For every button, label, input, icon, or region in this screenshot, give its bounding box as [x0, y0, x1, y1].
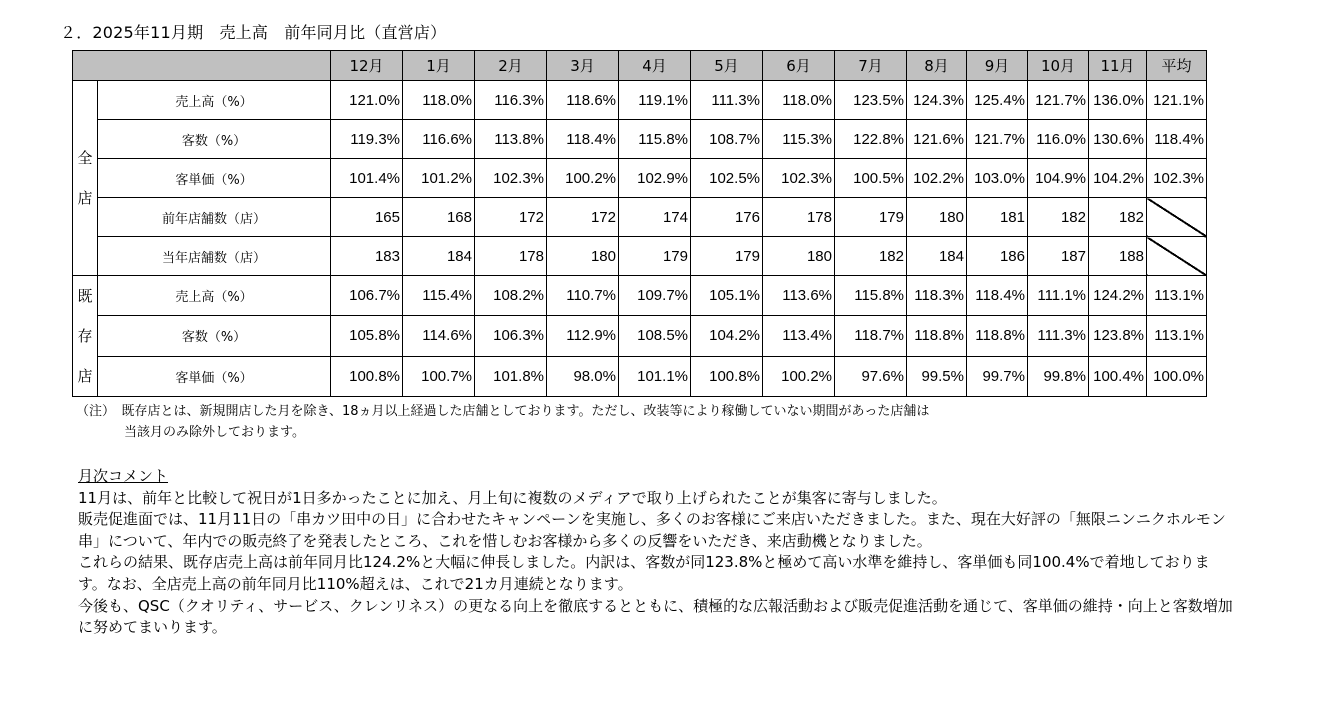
value-cell: 116.3%: [475, 81, 547, 120]
value-cell: 183: [331, 237, 403, 276]
value-cell: 110.7%: [547, 276, 619, 316]
value-cell: 100.5%: [835, 159, 907, 198]
value-cell: 118.7%: [835, 316, 907, 356]
value-cell: 99.8%: [1028, 356, 1089, 396]
month-header: 4月: [619, 51, 691, 81]
value-cell: 102.5%: [691, 159, 763, 198]
value-cell: 114.6%: [403, 316, 475, 356]
value-cell: 108.5%: [619, 316, 691, 356]
month-header: 6月: [763, 51, 835, 81]
page-title: ２．2025年11月期 売上高 前年同月比（直営店）: [60, 23, 447, 42]
value-cell: 121.6%: [907, 120, 967, 159]
value-cell: 130.6%: [1089, 120, 1147, 159]
value-cell: 106.7%: [331, 276, 403, 316]
value-cell: 108.7%: [691, 120, 763, 159]
header-corner-cell: [73, 51, 331, 81]
footnote-line-1: （注） 既存店とは、新規開店した月を除き、18ヵ月以上経過した店舗としております。ただし、改装等により稼働していない期間があった店舗は: [76, 404, 930, 419]
empty-slash-cell: [1147, 237, 1207, 276]
value-cell: 124.2%: [1089, 276, 1147, 316]
value-cell: 125.4%: [967, 81, 1028, 120]
value-cell: 121.7%: [967, 120, 1028, 159]
value-cell: 101.8%: [475, 356, 547, 396]
table-header-row: [73, 51, 1207, 81]
comment-paragraph: 11月は、前年と比較して祝日が1日多かったことに加え、月上旬に複数のメディアで取り上げられたことが集客に寄与しました。: [78, 488, 947, 507]
value-cell: 102.3%: [1147, 159, 1207, 198]
value-cell: 182: [835, 237, 907, 276]
month-header: 11月: [1089, 51, 1147, 81]
value-cell: 124.3%: [907, 81, 967, 120]
value-cell: 122.8%: [835, 120, 907, 159]
value-cell: 179: [835, 198, 907, 237]
value-cell: 188: [1089, 237, 1147, 276]
comment-heading: 月次コメント: [78, 467, 169, 485]
value-cell: 106.3%: [475, 316, 547, 356]
row-label: 当年店舗数（店）: [98, 237, 331, 276]
month-header: 3月: [547, 51, 619, 81]
value-cell: 100.0%: [1147, 356, 1207, 396]
month-header: 5月: [691, 51, 763, 81]
value-cell: 115.8%: [835, 276, 907, 316]
value-cell: 113.6%: [763, 276, 835, 316]
value-cell: 112.9%: [547, 316, 619, 356]
value-cell: 119.3%: [331, 120, 403, 159]
table-row: [73, 316, 1207, 356]
value-cell: 102.9%: [619, 159, 691, 198]
month-header: 1月: [403, 51, 475, 81]
value-cell: 178: [763, 198, 835, 237]
value-cell: 118.4%: [967, 276, 1028, 316]
month-header: 平均: [1147, 51, 1207, 81]
value-cell: 100.8%: [691, 356, 763, 396]
footnote-line-2: 当該月のみ除外しております。: [124, 425, 305, 440]
value-cell: 118.4%: [547, 120, 619, 159]
sales-yoy-table: [72, 50, 1207, 397]
month-header: 7月: [835, 51, 907, 81]
row-group-label: [73, 81, 98, 276]
row-group-char: 全: [77, 149, 93, 167]
value-cell: 179: [691, 237, 763, 276]
value-cell: 182: [1089, 198, 1147, 237]
row-label: 客単価（%）: [98, 356, 331, 396]
comment-paragraph: これらの結果、既存店売上高は前年同月比124.2%と大幅に伸長しました。内訳は、客数が同123.8%と極めて高い水準を維持し、客単価も同100.4%で着地しております。なお、全店売上高の前年同月比110%超えは、これで21カ月連続となります。: [78, 553, 1210, 593]
value-cell: 118.8%: [907, 316, 967, 356]
value-cell: 102.3%: [763, 159, 835, 198]
value-cell: 179: [619, 237, 691, 276]
value-cell: 100.2%: [763, 356, 835, 396]
value-cell: 100.7%: [403, 356, 475, 396]
value-cell: 116.6%: [403, 120, 475, 159]
value-cell: 99.5%: [907, 356, 967, 396]
row-group-char: 店: [77, 367, 93, 385]
row-group-label: [73, 276, 98, 397]
value-cell: 115.8%: [619, 120, 691, 159]
value-cell: 121.0%: [331, 81, 403, 120]
value-cell: 121.1%: [1147, 81, 1207, 120]
value-cell: 118.0%: [763, 81, 835, 120]
value-cell: 181: [967, 198, 1028, 237]
value-cell: 111.3%: [691, 81, 763, 120]
value-cell: 165: [331, 198, 403, 237]
value-cell: 104.2%: [691, 316, 763, 356]
row-label: 売上高（%）: [98, 81, 331, 120]
footnote: [76, 401, 929, 443]
month-header: 2月: [475, 51, 547, 81]
value-cell: 118.0%: [403, 81, 475, 120]
row-label: 前年店舗数（店）: [98, 198, 331, 237]
value-cell: 136.0%: [1089, 81, 1147, 120]
row-label: 客数（%）: [98, 120, 331, 159]
value-cell: 123.5%: [835, 81, 907, 120]
value-cell: 178: [475, 237, 547, 276]
value-cell: 101.4%: [331, 159, 403, 198]
value-cell: 184: [403, 237, 475, 276]
comment-paragraph: 販売促進面では、11月11日の「串カツ田中の日」に合わせたキャンペーンを実施し、多くのお客様にご来店いただきました。また、現在大好評の「無限ニンニクホルモン串」について、年内での販売終了を発表したところ、これを惜しむお客様から多くの反響をいただき、来店動機となりました。: [78, 510, 1226, 550]
row-label: 客数（%）: [98, 316, 331, 356]
value-cell: 111.1%: [1028, 276, 1089, 316]
month-header: 12月: [331, 51, 403, 81]
value-cell: 176: [691, 198, 763, 237]
value-cell: 102.3%: [475, 159, 547, 198]
value-cell: 101.1%: [619, 356, 691, 396]
value-cell: 105.8%: [331, 316, 403, 356]
value-cell: 115.3%: [763, 120, 835, 159]
comment-paragraph: 今後も、QSC（クオリティ、サービス、クレンリネス）の更なる向上を徹底するとともに、積極的な広報活動および販売促進活動を通じて、客単価の維持・向上と客数増加に努めてまいります。: [78, 596, 1233, 637]
value-cell: 104.2%: [1089, 159, 1147, 198]
value-cell: 180: [547, 237, 619, 276]
value-cell: 113.1%: [1147, 316, 1207, 356]
table-row: [73, 356, 1207, 396]
value-cell: 105.1%: [691, 276, 763, 316]
monthly-comment: [78, 466, 1238, 639]
table-row: [73, 276, 1207, 316]
value-cell: 109.7%: [619, 276, 691, 316]
value-cell: 187: [1028, 237, 1089, 276]
table-row: [73, 198, 1207, 237]
value-cell: 119.1%: [619, 81, 691, 120]
value-cell: 172: [475, 198, 547, 237]
value-cell: 184: [907, 237, 967, 276]
value-cell: 113.8%: [475, 120, 547, 159]
month-header: 8月: [907, 51, 967, 81]
value-cell: 180: [763, 237, 835, 276]
empty-slash-cell: [1147, 198, 1207, 237]
table-row: [73, 81, 1207, 120]
value-cell: 118.6%: [547, 81, 619, 120]
value-cell: 101.2%: [403, 159, 475, 198]
month-header: 9月: [967, 51, 1028, 81]
table-row: [73, 237, 1207, 276]
value-cell: 118.3%: [907, 276, 967, 316]
value-cell: 116.0%: [1028, 120, 1089, 159]
value-cell: 113.4%: [763, 316, 835, 356]
value-cell: 104.9%: [1028, 159, 1089, 198]
value-cell: 115.4%: [403, 276, 475, 316]
value-cell: 108.2%: [475, 276, 547, 316]
value-cell: 118.8%: [967, 316, 1028, 356]
value-cell: 99.7%: [967, 356, 1028, 396]
value-cell: 100.4%: [1089, 356, 1147, 396]
row-label: 客単価（%）: [98, 159, 331, 198]
month-header: 10月: [1028, 51, 1089, 81]
value-cell: 180: [907, 198, 967, 237]
value-cell: 102.2%: [907, 159, 967, 198]
value-cell: 111.3%: [1028, 316, 1089, 356]
value-cell: 186: [967, 237, 1028, 276]
value-cell: 100.2%: [547, 159, 619, 198]
value-cell: 103.0%: [967, 159, 1028, 198]
value-cell: 113.1%: [1147, 276, 1207, 316]
value-cell: 97.6%: [835, 356, 907, 396]
table-row: [73, 120, 1207, 159]
value-cell: 172: [547, 198, 619, 237]
value-cell: 182: [1028, 198, 1089, 237]
value-cell: 174: [619, 198, 691, 237]
value-cell: 118.4%: [1147, 120, 1207, 159]
row-group-char: 既: [77, 287, 93, 305]
value-cell: 100.8%: [331, 356, 403, 396]
table-row: [73, 159, 1207, 198]
value-cell: 121.7%: [1028, 81, 1089, 120]
value-cell: 98.0%: [547, 356, 619, 396]
value-cell: 168: [403, 198, 475, 237]
row-group-char: 存: [77, 327, 93, 345]
row-label: 売上高（%）: [98, 276, 331, 316]
value-cell: 123.8%: [1089, 316, 1147, 356]
row-group-char: 店: [77, 189, 93, 207]
